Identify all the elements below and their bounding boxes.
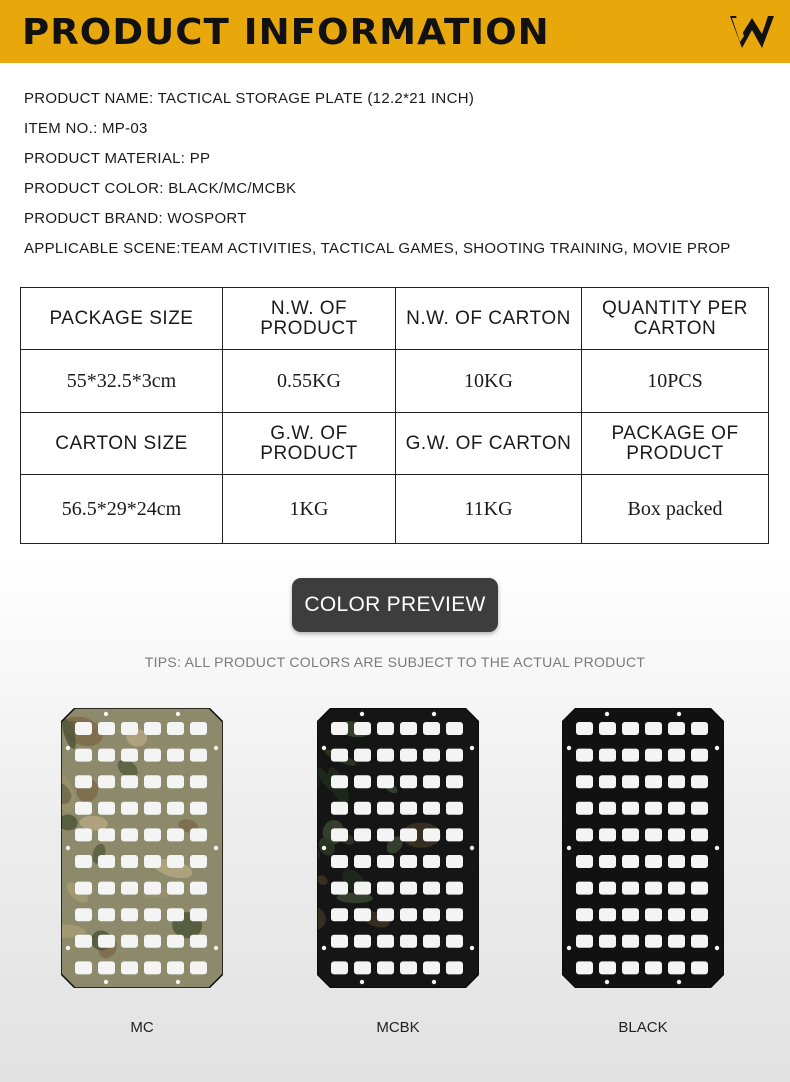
- plate-label-mc: MC: [130, 1019, 154, 1036]
- plate-slot: [331, 749, 348, 762]
- plate-slot: [331, 802, 348, 815]
- plate-slot: [576, 882, 593, 895]
- plate-slot: [167, 775, 184, 788]
- plate-slot: [377, 961, 394, 974]
- plate-slot: [377, 882, 394, 895]
- table-cell: 1KG: [223, 475, 396, 544]
- tips-text: TIPS: ALL PRODUCT COLORS ARE SUBJECT TO THE ACTUAL PRODUCT: [144, 654, 646, 670]
- spec-item-no: ITEM NO.: MP-03: [24, 120, 148, 137]
- plate-slot: [423, 882, 440, 895]
- plate-slot: [691, 935, 708, 948]
- table-header-cell: N.W. OF PRODUCT: [223, 288, 396, 350]
- plate-slot: [400, 961, 417, 974]
- plate-slot: [622, 961, 639, 974]
- plate-slot: [75, 882, 92, 895]
- plate-slot: [400, 855, 417, 868]
- table-header-cell: PACKAGE OF PRODUCT: [582, 413, 769, 475]
- table-cell: Box packed: [582, 475, 769, 544]
- plate-slot: [144, 749, 161, 762]
- plate-slot: [377, 935, 394, 948]
- plate-slot: [98, 935, 115, 948]
- table-row: [21, 475, 769, 544]
- plate-slot: [446, 775, 463, 788]
- plate-slot: [446, 908, 463, 921]
- table-header-cell: G.W. OF CARTON: [396, 413, 582, 475]
- plate-slot: [331, 722, 348, 735]
- plate-slot: [98, 722, 115, 735]
- spec-brand: PRODUCT BRAND: WOSPORT: [24, 210, 247, 227]
- plate-slot: [331, 882, 348, 895]
- plate-slot: [668, 882, 685, 895]
- plate-slot: [622, 828, 639, 841]
- plate-slot: [331, 908, 348, 921]
- plate-slot: [377, 908, 394, 921]
- plate-slot: [354, 722, 371, 735]
- plate-slot: [599, 802, 616, 815]
- plate-slot: [377, 855, 394, 868]
- plate-slot: [121, 961, 138, 974]
- plate-slot: [377, 775, 394, 788]
- plate-slot: [645, 908, 662, 921]
- plate-slot: [98, 802, 115, 815]
- plate-slot: [400, 935, 417, 948]
- plate-slot: [446, 935, 463, 948]
- plate-slot: [75, 828, 92, 841]
- plate-slot: [167, 935, 184, 948]
- table-row: [21, 288, 769, 350]
- plate-slot: [423, 935, 440, 948]
- plate-slot: [691, 828, 708, 841]
- spec-color: PRODUCT COLOR: BLACK/MC/MCBK: [24, 180, 297, 197]
- plate-slot: [167, 961, 184, 974]
- plate-slot: [622, 882, 639, 895]
- table-cell: 10KG: [396, 350, 582, 413]
- plate-slot: [190, 855, 207, 868]
- plate-slot: [423, 961, 440, 974]
- spec-scene: APPLICABLE SCENE:TEAM ACTIVITIES, TACTICAL GAMES, SHOOTING TRAINING, MOVIE PROP: [24, 240, 731, 257]
- plate-slot: [190, 961, 207, 974]
- plate-slot: [331, 828, 348, 841]
- plate-slot: [691, 961, 708, 974]
- plate-slot: [599, 908, 616, 921]
- plate-slot: [167, 855, 184, 868]
- plate-slot: [190, 802, 207, 815]
- plate-slot: [400, 828, 417, 841]
- plate-slot: [691, 722, 708, 735]
- plate-slot: [645, 935, 662, 948]
- plate-slot: [75, 855, 92, 868]
- plate-slot: [121, 908, 138, 921]
- plate-slot: [668, 775, 685, 788]
- plate-slot: [400, 802, 417, 815]
- plate-slot: [576, 935, 593, 948]
- plate-slot: [144, 908, 161, 921]
- plate-slot: [645, 855, 662, 868]
- plate-slot: [691, 882, 708, 895]
- table-cell: 0.55KG: [223, 350, 396, 413]
- table-header-cell: G.W. OF PRODUCT: [223, 413, 396, 475]
- plate-slot: [98, 908, 115, 921]
- plate-slot: [576, 802, 593, 815]
- plate-slot: [645, 722, 662, 735]
- plate-slot: [622, 935, 639, 948]
- plate-slot: [331, 961, 348, 974]
- packaging-table: [20, 287, 769, 544]
- plate-slot: [144, 855, 161, 868]
- plate-slot: [423, 802, 440, 815]
- table-cell: 56.5*29*24cm: [21, 475, 223, 544]
- header-bar: [0, 0, 790, 63]
- plate-slot: [98, 749, 115, 762]
- plate-slot: [190, 749, 207, 762]
- plate-slot: [576, 775, 593, 788]
- plate-slot: [599, 935, 616, 948]
- plate-slot: [121, 722, 138, 735]
- plate-slot: [167, 722, 184, 735]
- plate-label-mcbk: MCBK: [376, 1019, 420, 1036]
- plate-slot: [75, 722, 92, 735]
- plate-slot: [400, 908, 417, 921]
- plate-slot: [446, 961, 463, 974]
- plate-slot: [331, 775, 348, 788]
- plate-slot: [645, 882, 662, 895]
- plate-slot: [190, 722, 207, 735]
- plate-slot: [576, 722, 593, 735]
- plate-slot: [446, 722, 463, 735]
- table-header-cell: QUANTITY PER CARTON: [582, 288, 769, 350]
- plate-slot: [446, 828, 463, 841]
- plate-image-black: [562, 708, 724, 988]
- plate-slot: [144, 882, 161, 895]
- product-specs: [24, 88, 731, 268]
- plate-slot: [167, 749, 184, 762]
- plate-slot: [691, 749, 708, 762]
- plate-slot: [423, 775, 440, 788]
- table-row: [21, 413, 769, 475]
- plate-slot: [622, 802, 639, 815]
- plate-slot: [121, 935, 138, 948]
- plate-image-mc: [61, 708, 223, 988]
- plate-slot: [622, 775, 639, 788]
- plate-slot: [377, 749, 394, 762]
- table-cell: 10PCS: [582, 350, 769, 413]
- plate-slot: [144, 802, 161, 815]
- plate-slot: [668, 961, 685, 974]
- plate-label-black: BLACK: [618, 1019, 668, 1036]
- plate-slot: [599, 882, 616, 895]
- page-title: PRODUCT INFORMATION: [22, 12, 550, 53]
- plate-slot: [121, 855, 138, 868]
- plate-slot: [354, 855, 371, 868]
- plate-slot: [331, 855, 348, 868]
- plate-slot: [645, 802, 662, 815]
- plate-slot: [75, 935, 92, 948]
- spec-product-name: PRODUCT NAME: TACTICAL STORAGE PLATE (12.2*21 INCH): [24, 90, 475, 107]
- plate-slot: [599, 855, 616, 868]
- plate-slot: [144, 775, 161, 788]
- plate-slot: [190, 882, 207, 895]
- plate-slot: [691, 908, 708, 921]
- plate-slot: [75, 775, 92, 788]
- plate-slot: [423, 855, 440, 868]
- table-header-cell: N.W. OF CARTON: [396, 288, 582, 350]
- plate-slot: [576, 908, 593, 921]
- plate-slot: [599, 775, 616, 788]
- plate-slot: [668, 908, 685, 921]
- plate-slot: [167, 828, 184, 841]
- plate-slot: [668, 935, 685, 948]
- plate-slot: [576, 828, 593, 841]
- plate-slot: [599, 722, 616, 735]
- plate-slot: [190, 935, 207, 948]
- plate-slot: [599, 749, 616, 762]
- plate-slot: [400, 749, 417, 762]
- plate-slot: [331, 935, 348, 948]
- plate-slot: [98, 882, 115, 895]
- plate-slot: [121, 828, 138, 841]
- plate-slot: [668, 722, 685, 735]
- table-row: [21, 350, 769, 413]
- plate-image-mcbk: [317, 708, 479, 988]
- plate-slot: [121, 775, 138, 788]
- plate-slot: [377, 802, 394, 815]
- plate-slot: [400, 722, 417, 735]
- plate-slot: [599, 828, 616, 841]
- plate-slot: [75, 802, 92, 815]
- plate-slot: [446, 802, 463, 815]
- plate-slot: [668, 855, 685, 868]
- plate-slot: [167, 908, 184, 921]
- table-cell: 55*32.5*3cm: [21, 350, 223, 413]
- table-header-cell: CARTON SIZE: [21, 413, 223, 475]
- plate-slot: [144, 828, 161, 841]
- plate-slot: [691, 775, 708, 788]
- plate-slot: [377, 828, 394, 841]
- plate-slot: [190, 908, 207, 921]
- color-preview-button[interactable]: COLOR PREVIEW: [292, 578, 498, 632]
- plate-slot: [622, 749, 639, 762]
- plate-slot: [75, 908, 92, 921]
- table-header-cell: PACKAGE SIZE: [21, 288, 223, 350]
- plate-slot: [576, 961, 593, 974]
- plate-slot: [75, 749, 92, 762]
- plate-slot: [354, 828, 371, 841]
- plate-slot: [144, 961, 161, 974]
- plate-slot: [400, 882, 417, 895]
- spec-material: PRODUCT MATERIAL: PP: [24, 150, 211, 167]
- plate-slot: [576, 855, 593, 868]
- plate-slot: [377, 722, 394, 735]
- plate-slot: [446, 855, 463, 868]
- plate-slot: [144, 722, 161, 735]
- wosport-w-logo-icon: [728, 12, 776, 52]
- plate-slot: [691, 802, 708, 815]
- plate-slot: [691, 855, 708, 868]
- plate-slot: [423, 722, 440, 735]
- plate-slot: [167, 882, 184, 895]
- plate-slot: [423, 828, 440, 841]
- plate-slot: [354, 802, 371, 815]
- plate-slot: [190, 775, 207, 788]
- table-cell: 11KG: [396, 475, 582, 544]
- plate-slot: [668, 828, 685, 841]
- plate-slot: [121, 749, 138, 762]
- plate-slot: [354, 935, 371, 948]
- plate-slot: [645, 775, 662, 788]
- plate-slot: [599, 961, 616, 974]
- plate-slot: [423, 908, 440, 921]
- plate-slot: [98, 855, 115, 868]
- plate-slot: [121, 802, 138, 815]
- plate-slot: [446, 882, 463, 895]
- plate-slot: [668, 802, 685, 815]
- plate-slot: [668, 749, 685, 762]
- plate-slot: [354, 775, 371, 788]
- plate-slot: [354, 961, 371, 974]
- plate-slot: [354, 908, 371, 921]
- plate-slot: [98, 961, 115, 974]
- plate-slot: [190, 828, 207, 841]
- plate-slot: [121, 882, 138, 895]
- plate-slot: [167, 802, 184, 815]
- plate-slot: [423, 749, 440, 762]
- plate-slot: [622, 855, 639, 868]
- plate-slot: [98, 828, 115, 841]
- plate-slot: [400, 775, 417, 788]
- plate-slot: [645, 828, 662, 841]
- plate-slot: [144, 935, 161, 948]
- plate-slot: [622, 722, 639, 735]
- plate-slot: [622, 908, 639, 921]
- plate-slot: [98, 775, 115, 788]
- plate-slot: [645, 749, 662, 762]
- plate-slot: [576, 749, 593, 762]
- plate-slot: [354, 882, 371, 895]
- plate-slot: [446, 749, 463, 762]
- plate-slot: [354, 749, 371, 762]
- plate-slot: [645, 961, 662, 974]
- plate-slot: [75, 961, 92, 974]
